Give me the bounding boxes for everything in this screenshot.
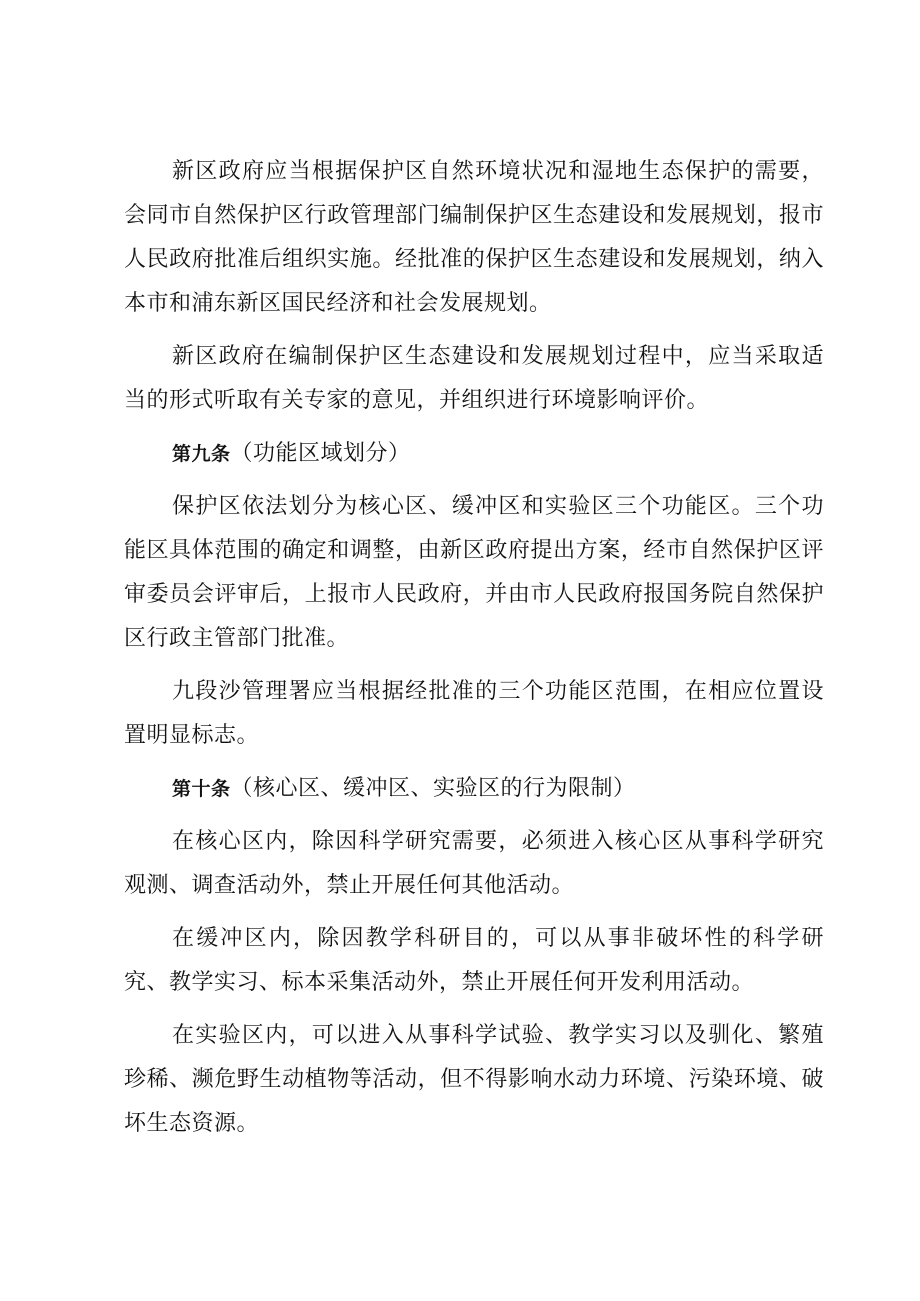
article-10-paragraph-3: 在实验区内，可以进入从事科学试验、教学实习以及驯化、繁殖珍稀、濒危野生动植物等活动，但不得影响水动力环境、污染环境、破坏生态资源。 [124, 1023, 824, 1136]
article-9-paragraph-2: 九段沙管理署应当根据经批准的三个功能区范围，在相应位置设置明显标志。 [124, 679, 824, 748]
article-9-paragraph-1: 保护区依法划分为核心区、缓冲区和实验区三个功能区。三个功能区具体范围的确定和调整，由新区政府提出方案，经市自然保护区评审委员会评审后，上报市人民政府，并由市人民政府报国务院自然保护区行政主管部门批准。 [124, 494, 824, 651]
article-10-title: （核心区、缓冲区、实验区的行为限制） [230, 776, 636, 801]
article-10-heading [124, 767, 824, 811]
paragraph-planning-assessment: 新区政府在编制保护区生态建设和发展规划过程中，应当采取适当的形式听取有关专家的意见，并组织进行环境影响评价。 [124, 344, 824, 413]
article-9-heading [124, 432, 824, 476]
document-body [124, 150, 824, 1155]
article-10-paragraph-2: 在缓冲区内，除因教学科研目的，可以从事非破坏性的科学研究、教学实习、标本采集活动外，禁止开展任何开发利用活动。 [124, 926, 824, 995]
article-10-number: 第十条 [172, 778, 231, 800]
article-9-title: （功能区域划分） [230, 441, 411, 466]
article-10-paragraph-1: 在核心区内，除因科学研究需要，必须进入核心区从事科学研究观测、调查活动外，禁止开展任何其他活动。 [124, 829, 824, 898]
article-9-number: 第九条 [172, 443, 231, 465]
paragraph-planning: 新区政府应当根据保护区自然环境状况和湿地生态保护的需要，会同市自然保护区行政管理部门编制保护区生态建设和发展规划，报市人民政府批准后组织实施。经批准的保护区生态建设和发展规划，纳入本市和浦东新区国民经济和社会发展规划。 [124, 159, 824, 316]
